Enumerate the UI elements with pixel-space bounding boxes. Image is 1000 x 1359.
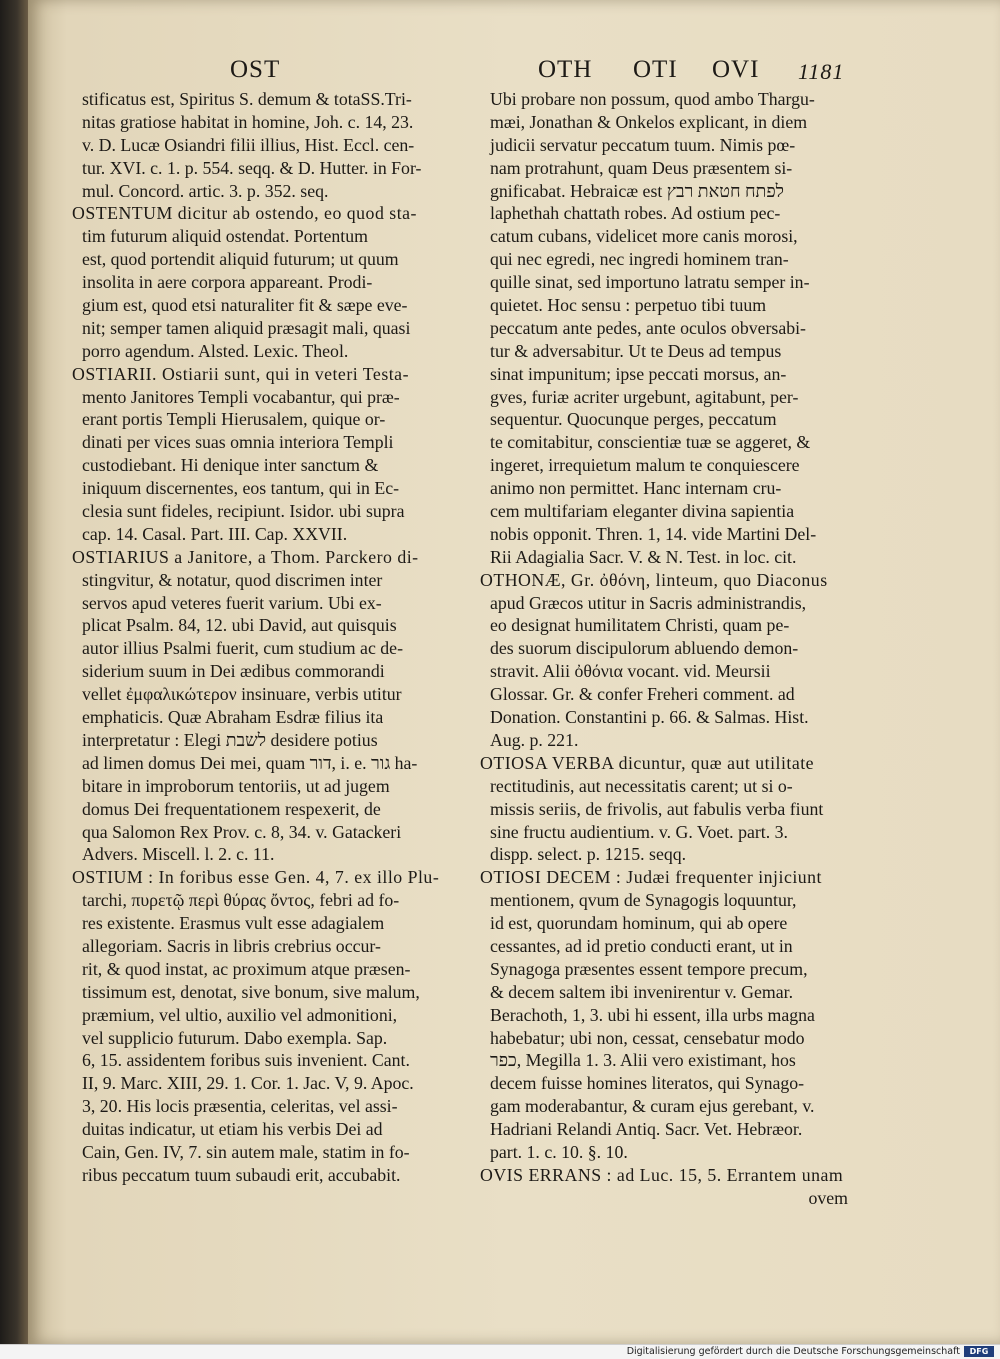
text-line: gium est, quod etsi naturaliter fit & sæpe eve- (82, 295, 408, 316)
text-line: Hadriani Relandi Antiq. Sacr. Vet. Hebræor. (490, 1119, 803, 1140)
header-right-title-3: OVI (712, 56, 760, 83)
text-line: stificatus est, Spiritus S. demum & totaSS.Tri- (82, 89, 412, 109)
text-line: Aug. p. 221. (490, 729, 579, 750)
text-line: cem multifariam eleganter divina sapientia (490, 501, 795, 522)
text-line: vellet ἐμφαλικώτερον insinuare, verbis utitur (82, 684, 402, 705)
header-right-title-2: OTI (633, 56, 678, 83)
header-left-title: OST (230, 56, 281, 83)
text-line: ovem (808, 1187, 848, 1208)
text-line: mæi, Jonathan & Onkelos explicant, in diem (490, 111, 808, 132)
text-line: plicat Psalm. 84, 12. ubi David, aut quisquis (82, 615, 397, 636)
text-line: rectitudinis, aut necessitatis carent; ut si o- (490, 775, 793, 796)
text-line: Ubi probare non possum, quod ambo Thargu- (490, 89, 815, 109)
text-line: OSTIARIUS a Janitore, a Thom. Parckero di- (72, 546, 419, 567)
text-line: res existente. Erasmus vult esse adagialem (82, 913, 385, 934)
text-line: mentionem, qvum de Synagogis loquuntur, (490, 890, 797, 911)
text-line: gves, furiæ acriter urgebunt, agitabunt, per- (490, 386, 799, 407)
text-line: stingvitur, & notatur, quod discrimen inter (82, 569, 383, 590)
text-line: Synagoga præsentes essent tempore precum, (490, 958, 808, 979)
text-line: emphaticis. Quæ Abraham Esdræ filius ita (82, 707, 384, 728)
header-right-title-1: OTH (538, 56, 593, 83)
text-line: clesia sunt fideles, recipiunt. Isidor. ubi supra (82, 501, 405, 522)
text-line: missis seriis, de frivolis, aut fabulis verba fiunt (490, 798, 824, 819)
text-line: gnificabat. Hebraicæ est לפתח חטאת רבץ (490, 180, 785, 201)
text-line: OSTIUM : In foribus esse Gen. 4, 7. ex illo Plu- (72, 867, 440, 888)
book-binding-edge (0, 0, 28, 1344)
text-line: peccatum ante pedes, ante oculos obversabi- (490, 317, 806, 338)
text-line: OTIOSI DECEM : Judæi frequenter injiciunt (480, 867, 822, 888)
text-line: nit; semper tamen aliquid præsagit mali, quasi (82, 317, 411, 338)
text-line: judicii servatur peccatum tuum. Nimis pœ- (490, 134, 796, 155)
text-line: quille sinat, sed importuno latratu semper in- (490, 272, 810, 293)
text-line: tarchi, πυρετῷ περὶ θύρας ὄντος, febri ad fo- (82, 890, 400, 911)
text-line: dinati per vices suas omnia interiora Templi (82, 432, 394, 453)
text-line: domus Dei frequentationem respexerit, de (82, 798, 381, 819)
book-page (28, 0, 1000, 1344)
text-line: Advers. Miscell. l. 2. c. 11. (82, 844, 275, 865)
text-line: part. 1. c. 10. §. 10. (490, 1141, 628, 1162)
text-line: porro agendum. Alsted. Lexic. Theol. (82, 340, 349, 361)
text-line: ribus peccatum tuum subaudi erit, accubabit. (82, 1164, 401, 1185)
text-line: dispp. select. p. 1215. seqq. (490, 844, 687, 865)
text-line: Donation. Constantini p. 66. & Salmas. Hist. (490, 707, 809, 728)
text-line: & decem saltem ibi invenirentur v. Gemar. (490, 981, 794, 1002)
text-line: custodiebant. Hi denique inter sanctum & (82, 455, 379, 476)
text-line: OSTENTUM dicitur ab ostendo, eo quod sta- (72, 203, 417, 224)
running-header (28, 56, 1000, 92)
text-line: sequentur. Quocunque perges, peccatum (490, 409, 777, 430)
text-line: cessantes, ad id pretio conducti erant, ut in (490, 935, 793, 956)
text-line: tur & adversabitur. Ut te Deus ad tempus (490, 340, 782, 361)
text-line: autor illius Psalmi fuerit, cum studium ac de- (82, 638, 403, 659)
text-line: Berachoth, 1, 3. ubi hi essent, illa urbs magna (490, 1004, 815, 1025)
text-line: nitas gratiose habitat in homine, Joh. c. 14, 23. (82, 111, 414, 132)
text-line: tissimum est, denotat, sive bonum, sive malum, (82, 981, 420, 1002)
dfg-logo-icon: DFG (964, 1346, 994, 1357)
text-line: nam protrahunt, quam Deus præsentem si- (490, 157, 793, 178)
text-line: OTIOSA VERBA dicuntur, quæ aut utilitate (480, 752, 815, 773)
text-line: sinat impunitum; ipse peccati morsus, an- (490, 363, 787, 384)
text-line: præmium, vel ultio, auxilio vel admonitioni, (82, 1004, 398, 1025)
text-line: sine fructu audientium. v. G. Voet. part. 3. (490, 821, 788, 842)
left-text-column (72, 88, 462, 1187)
text-line: ad limen domus Dei mei, quam דור, i. e. גור ha- (82, 752, 418, 773)
text-line: allegoriam. Sacris in libris crebrius occur- (82, 935, 381, 956)
text-line: catum cubans, videlicet more canis morosi, (490, 226, 798, 247)
text-line: OVIS ERRANS : ad Luc. 15, 5. Errantem unam (480, 1164, 844, 1185)
text-line: v. D. Lucæ Osiandri filii illius, Hist. Eccl. cen- (82, 134, 415, 155)
text-line: qua Salomon Rex Prov. c. 8, 34. v. Gatackeri (82, 821, 402, 842)
text-line: est, quod portendit aliquid futurum; ut quum (82, 249, 399, 270)
text-line: decem fuisse homines literatos, qui Synago- (490, 1073, 805, 1094)
text-line: vel supplicio futurum. Dabo exempla. Sap. (82, 1027, 388, 1048)
text-line: iniquum discernentes, eos tantum, qui in Ec- (82, 478, 400, 499)
text-line: nobis opponit. Thren. 1, 14. vide Martini Del- (490, 523, 817, 544)
text-line: bitare in improborum tentoriis, ut ad jugem (82, 775, 390, 796)
text-line: id est, quorundam hominum, qui ab opere (490, 913, 788, 934)
text-line: eo designat humilitatem Christi, quam pe- (490, 615, 790, 636)
text-line: des suorum discipulorum abluendo demon- (490, 638, 799, 659)
text-line: qui nec egredi, nec ingredi hominem tran- (490, 249, 789, 270)
text-line: mento Janitores Templi vocabantur, qui præ- (82, 386, 400, 407)
text-line: Glossar. Gr. & confer Freheri comment. ad (490, 684, 795, 705)
footer-credit-text: Digitalisierung gefördert durch die Deutsche Forschungsgemeinschaft (626, 1346, 960, 1357)
text-line: OTHONÆ, Gr. ὀθόνη, linteum, quo Diaconus (480, 569, 828, 590)
text-line: apud Græcos utitur in Sacris administrandis, (490, 592, 807, 613)
text-line: siderium suum in Dei ædibus commorandi (82, 661, 385, 682)
text-line: ingeret, irrequietum malum te conquiescere (490, 455, 800, 476)
text-line: interpretatur : Elegi לשבת desidere potius (82, 729, 378, 750)
text-line: 6, 15. assidentem foribus suis invenient. Cant. (82, 1050, 410, 1071)
digitization-footer (0, 1344, 1000, 1359)
text-line: OSTIARII. Ostiarii sunt, qui in veteri Testa- (72, 363, 409, 384)
text-line: 3, 20. His locis præsentia, celeritas, vel assi- (82, 1096, 398, 1117)
text-line: insolita in aere corpora appareant. Prodi- (82, 272, 373, 293)
text-line: quietet. Hoc sensu : perpetuo tibi tuum (490, 295, 767, 316)
text-line: servos apud veteres fuerit varium. Ubi ex- (82, 592, 382, 613)
text-line: Cain, Gen. IV, 7. sin autem male, statim in fo- (82, 1141, 410, 1162)
text-line: te comitabitur, conscientiæ tuæ se aggeret, & (490, 432, 811, 453)
page-number: 1181 (798, 59, 845, 84)
text-line: laphethah chattath robes. Ad ostium pec- (490, 203, 781, 224)
text-line: gam moderabantur, & curam ejus gerebant, v. (490, 1096, 815, 1117)
text-line: mul. Concord. artic. 3. p. 352. seq. (82, 180, 329, 201)
text-line: II, 9. Marc. XIII, 29. 1. Cor. 1. Jac. V, 9. Apoc. (82, 1073, 414, 1094)
text-line: tur. XVI. c. 1. p. 554. seqq. & D. Hutter. in For- (82, 157, 422, 178)
right-text-column (480, 88, 854, 1210)
text-line: rit, & quod instat, ac proximum atque præsen- (82, 958, 411, 979)
text-line: erant portis Templi Hierusalem, quique or- (82, 409, 386, 430)
text-line: animo non permittet. Hanc internam cru- (490, 478, 782, 499)
text-line: Rii Adagialia Sacr. V. & N. Test. in loc. cit. (490, 546, 797, 567)
text-line: tim futurum aliquid ostendat. Portentum (82, 226, 368, 247)
text-line: כפר, Megilla 1. 3. Alii vero existimant, hos (490, 1050, 796, 1071)
text-line: stravit. Alii ὀθόνια vocant. vid. Meursii (490, 661, 771, 682)
text-line: cap. 14. Casal. Part. III. Cap. XXVII. (82, 523, 348, 544)
text-line: habebatur; ubi non, cessat, censebatur modo (490, 1027, 805, 1048)
text-line: duitas indicatur, ut etiam his verbis Dei ad (82, 1119, 383, 1140)
